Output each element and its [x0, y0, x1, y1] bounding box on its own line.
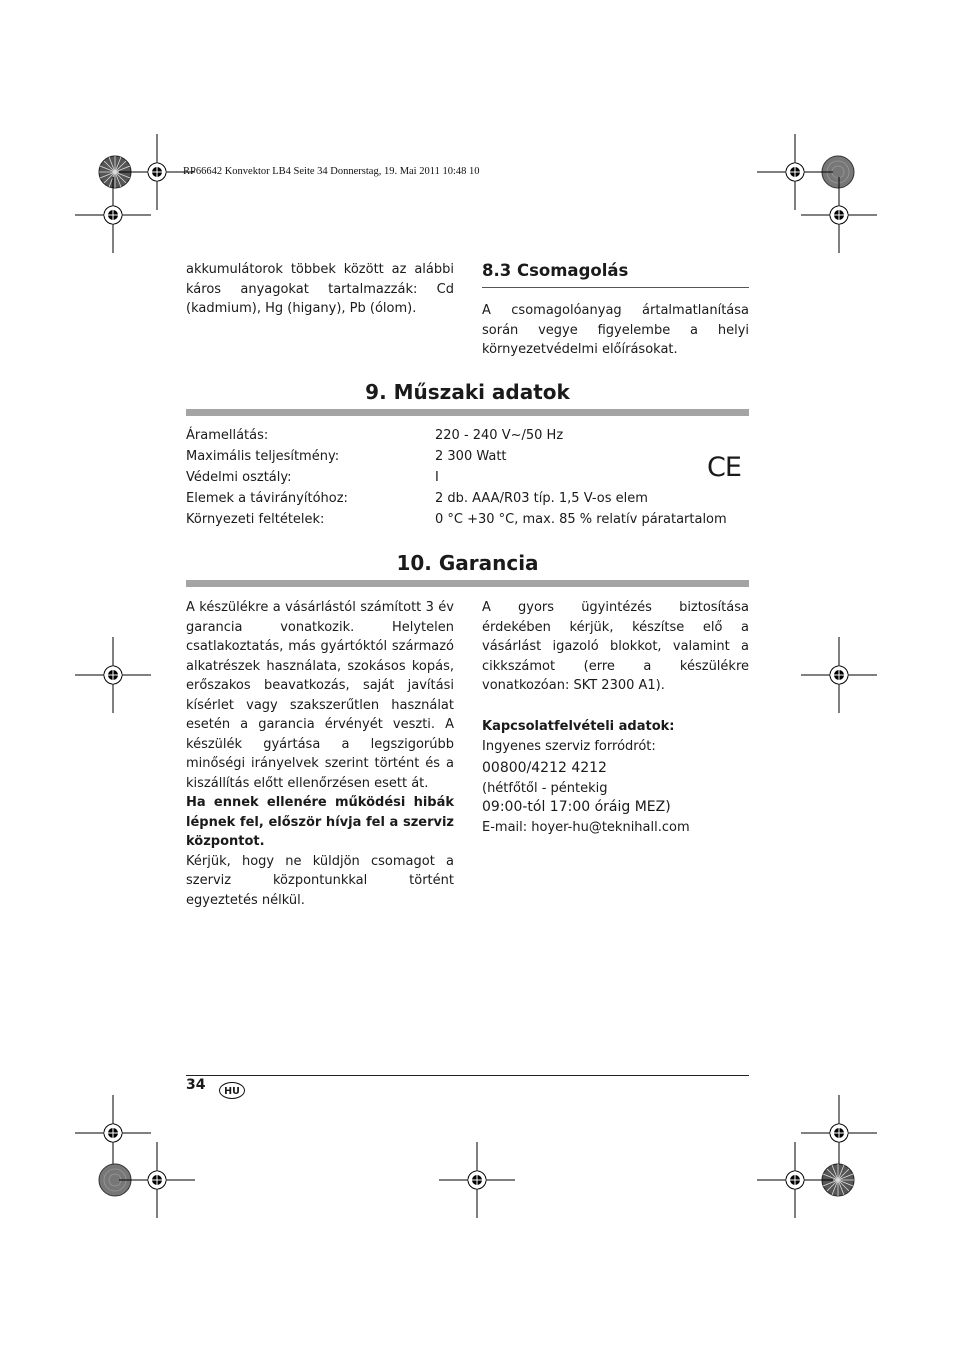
warranty-bold-note: Ha ennek ellenére működési hibák lépnek fel, először hívja fel a szerviz központot.	[186, 795, 454, 849]
table-row	[186, 425, 727, 446]
battery-disposal-paragraph: akkumulátorok többek között az alábbi káros anyagokat tartalmazzák: Cd (kadmium), Hg (higany), Pb (ólom).	[186, 262, 454, 316]
spec-label: Maximális teljesítmény:	[186, 449, 340, 464]
spec-label: Környezeti feltételek:	[186, 512, 325, 527]
hours-line: (hétfőtől - péntekig	[482, 780, 608, 796]
spec-value: 2 300 Watt	[435, 449, 507, 464]
crosshair-icon	[801, 1095, 877, 1171]
crosshair-icon	[757, 1142, 833, 1218]
warranty-shipping-note: Kérjük, hogy ne küldjön csomagot a szerviz központunkkal történt egyeztetés nélkül.	[186, 853, 454, 908]
technical-data-table	[186, 425, 727, 530]
crosshair-icon	[801, 637, 877, 713]
ce-mark-icon: CE	[707, 452, 741, 483]
section-bar	[186, 580, 749, 587]
contact-email: E-mail: hoyer-hu@teknihall.com	[482, 819, 690, 835]
spec-value: 220 - 240 V~/50 Hz	[435, 428, 564, 443]
crosshair-icon	[757, 134, 833, 210]
warranty-paragraph: A készülékre a vásárlástól számított 3 év garancia vonatkozik. Helytelen csatlakoztatás, más gyártóktól származó alkatrészek használata, szokásos kopás, erőszakos beavatkozás, saját javítási kísérlet vagy szakszerűtlen használat esetén a garancia érvényét veszti. A készülék gyártása a legszigorúbb minőségi irányelvek szerint történt és a kiszállítás előtt ellenőrzésen esett át.	[186, 600, 454, 791]
spec-label: Védelmi osztály:	[186, 470, 292, 485]
warranty-right-column	[482, 598, 749, 837]
page-number: 34	[186, 1077, 206, 1093]
packaging-paragraph: A csomagolóanyag ártalmatlanítása során vegye figyelembe a helyi környezetvédelmi előírásokat.	[482, 303, 749, 357]
crosshair-icon	[75, 1095, 151, 1171]
warranty-left-column	[186, 598, 454, 910]
spec-label: Elemek a távirányítóhoz:	[186, 491, 348, 506]
table-row	[186, 488, 727, 509]
section-9-title: 9. Műszaki adatok	[365, 380, 570, 404]
hotline-label: Ingyenes szerviz forródrót:	[482, 739, 656, 754]
spec-value: 2 db. AAA/R03 típ. 1,5 V-os elem	[435, 491, 648, 506]
section-bar	[186, 409, 749, 416]
hotline-number: 00800/4212 4212	[482, 759, 607, 776]
crosshair-icon	[801, 177, 877, 253]
print-header-slug: RP66642 Konvektor LB4 Seite 34 Donnerstag, 19. Mai 2011 10:48 10	[183, 166, 480, 177]
section-divider	[482, 287, 749, 288]
table-row	[186, 446, 727, 467]
spec-label: Áramellátás:	[186, 428, 269, 443]
section-10-title: 10. Garancia	[396, 551, 539, 575]
service-paragraph: A gyors ügyintézés biztosítása érdekében kérjük, készítse elő a vásárlást igazoló blokkot, valamint a cikkszámot (erre a készülékre vonatkozóan: SKT 2300 A1).	[482, 600, 749, 693]
crosshair-icon	[75, 637, 151, 713]
language-badge: HU	[219, 1082, 245, 1099]
table-row	[186, 467, 727, 488]
spec-value: I	[435, 470, 439, 485]
crosshair-icon	[439, 1142, 515, 1218]
contact-title: Kapcsolatfelvételi adatok:	[482, 718, 675, 734]
crosshair-icon	[75, 177, 151, 253]
table-row	[186, 509, 727, 530]
section-8-3-title: 8.3 Csomagolás	[482, 261, 629, 280]
hours-line: 09:00-tól 17:00 óráig MEZ)	[482, 799, 671, 815]
footer-rule	[186, 1075, 749, 1076]
spec-value: 0 °C +30 °C, max. 85 % relatív páratartalom	[435, 512, 727, 527]
crosshair-icon	[119, 1142, 195, 1218]
